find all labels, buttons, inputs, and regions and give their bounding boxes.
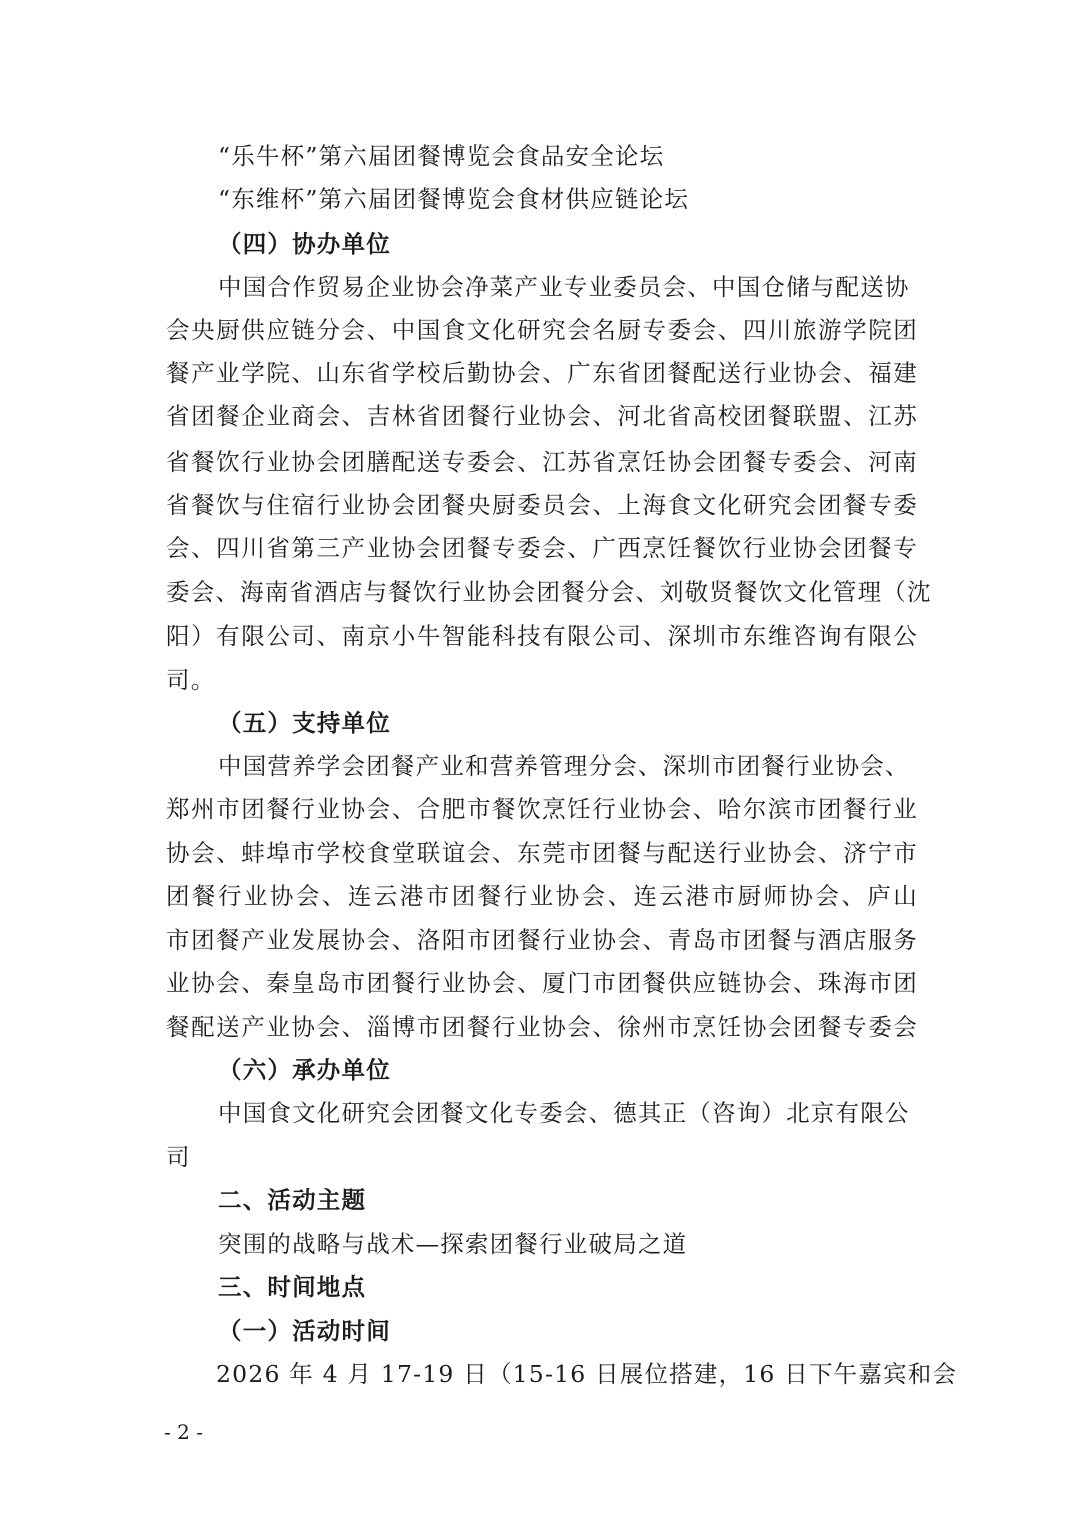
activity-time-text: 2026 年 4 月 17-19 日（15-16 日展位搭建，16 日下午嘉宾和会 bbox=[216, 1360, 958, 1388]
section-5-line: 业协会、秦皇岛市团餐行业协会、厦门市团餐供应链协会、珠海市团 bbox=[166, 969, 918, 997]
section-4-line: 省餐饮与住宿行业协会团餐央厨委员会、上海食文化研究会团餐专委 bbox=[166, 491, 918, 519]
section-5-line: 市团餐产业发展协会、洛阳市团餐行业协会、青岛市团餐与酒店服务 bbox=[166, 926, 918, 954]
theme-text: 突围的战略与战术—探索团餐行业破局之道 bbox=[218, 1230, 688, 1258]
section-5-line: 协会、蚌埠市学校食堂联谊会、东莞市团餐与配送行业协会、济宁市 bbox=[166, 839, 918, 867]
section-6-line: 中国食文化研究会团餐文化专委会、德其正（咨询）北京有限公 bbox=[218, 1099, 910, 1127]
page-number: - 2 - bbox=[164, 1420, 203, 1444]
forum-line-2: “东维杯”第六届团餐博览会食材供应链论坛 bbox=[218, 185, 690, 213]
theme-heading: 二、活动主题 bbox=[218, 1186, 367, 1214]
section-4-line: 餐产业学院、山东省学校后勤协会、广东省团餐配送行业协会、福建 bbox=[166, 359, 918, 387]
section-4-line: 省餐饮行业协会团膳配送专委会、江苏省烹饪协会团餐专委会、河南 bbox=[166, 448, 918, 476]
section-4-line: 阳）有限公司、南京小牛智能科技有限公司、深圳市东维咨询有限公 bbox=[166, 622, 918, 650]
section-4-line: 司。 bbox=[166, 666, 216, 694]
section-5-line: 团餐行业协会、连云港市团餐行业协会、连云港市厨师协会、庐山 bbox=[166, 882, 918, 910]
activity-time-heading: （一）活动时间 bbox=[218, 1317, 391, 1345]
section-4-line: 省团餐企业商会、吉林省团餐行业协会、河北省高校团餐联盟、江苏 bbox=[166, 402, 918, 430]
section-4-line: 委会、海南省酒店与餐饮行业协会团餐分会、刘敬贤餐饮文化管理（沈 bbox=[166, 578, 932, 606]
section-4-line: 会、四川省第三产业协会团餐专委会、广西烹饪餐饮行业协会团餐专 bbox=[166, 534, 918, 562]
section-6-heading: （六）承办单位 bbox=[218, 1056, 391, 1084]
time-place-heading: 三、时间地点 bbox=[218, 1273, 367, 1301]
section-5-line: 郑州市团餐行业协会、合肥市餐饮烹饪行业协会、哈尔滨市团餐行业 bbox=[166, 795, 918, 823]
section-5-line: 餐配送产业协会、淄博市团餐行业协会、徐州市烹饪协会团餐专委会 bbox=[166, 1013, 918, 1041]
forum-line-1: “乐牛杯”第六届团餐博览会食品安全论坛 bbox=[218, 142, 665, 170]
section-4-line: 中国合作贸易企业协会净菜产业专业委员会、中国仓储与配送协 bbox=[218, 273, 910, 301]
section-5-heading: （五）支持单位 bbox=[218, 709, 391, 737]
section-4-heading: （四）协办单位 bbox=[218, 230, 391, 258]
section-5-line: 中国营养学会团餐产业和营养管理分会、深圳市团餐行业协会、 bbox=[218, 752, 910, 780]
section-6-line: 司 bbox=[166, 1143, 191, 1171]
section-4-line: 会央厨供应链分会、中国食文化研究会名厨专委会、四川旅游学院团 bbox=[166, 316, 918, 344]
